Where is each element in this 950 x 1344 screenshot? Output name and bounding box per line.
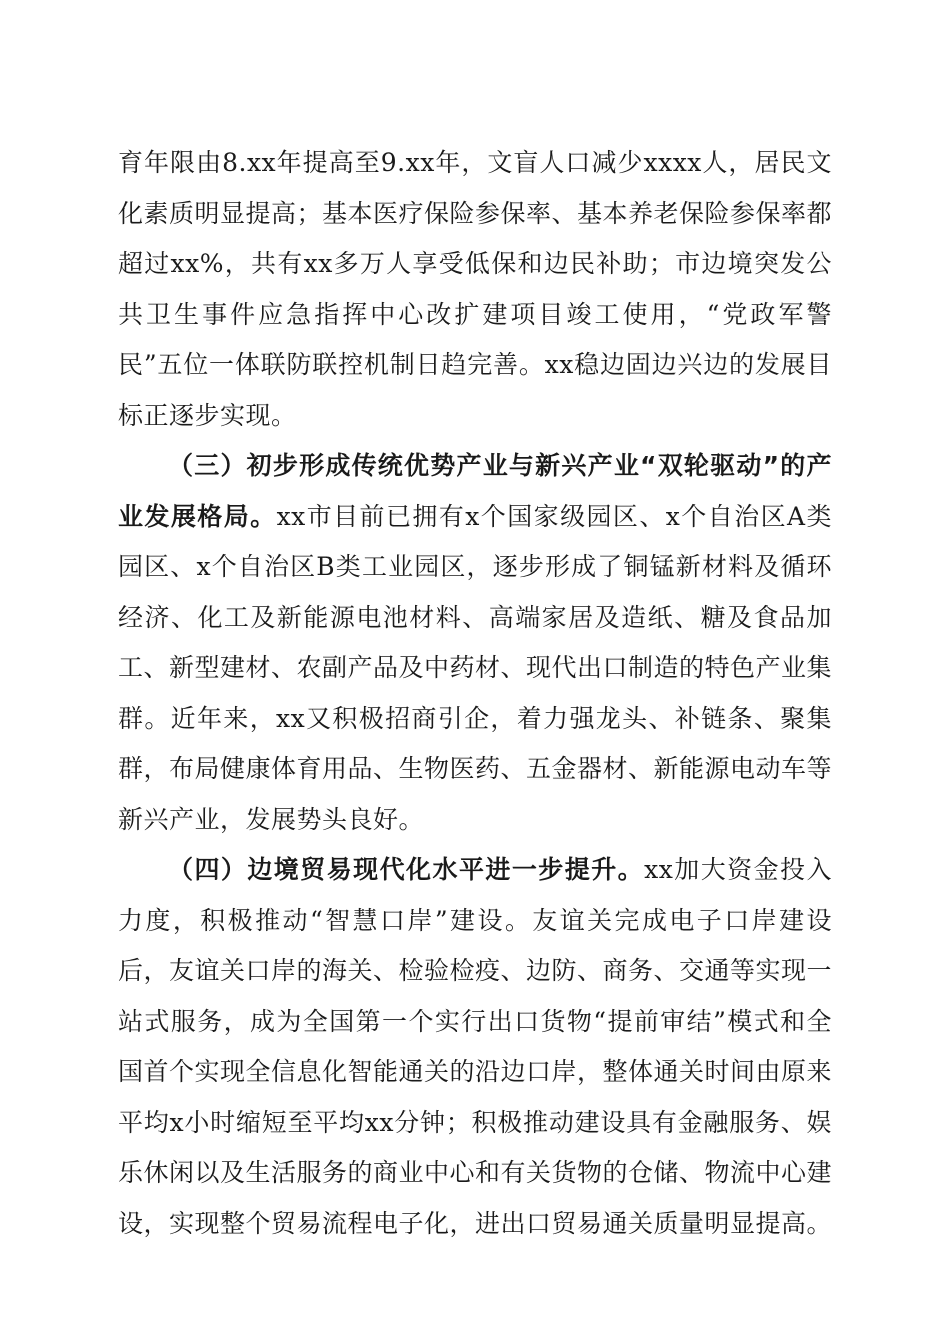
paragraph-text: 育年限由8.xx年提高至9.xx年，文盲人口减少xxxx人，居民文化素质明显提高；基本医疗保险参保率、基本养老保险参保率都超过xx%，共有xx多万人享受低保和边民补助；市边境突发公共卫生事件应急指挥中心改扩建项目竣工使用，“党政军警民”五位一体联防联控机制日趋完善。xx稳边固边兴边的发展目标正逐步实现。 — [118, 148, 833, 430]
paragraph-text: xx市目前已拥有x个国家级园区、x个自治区A类园区、x个自治区B类工业园区，逐步形成了铜锰新材料及循环经济、化工及新能源电池材料、高端家居及造纸、糖及食品加工、新型建材、农副产品及中药材、现代出口制造的特色产业集群。近年来，xx又积极招商引企，着力强龙头、补链条、聚集群，布局健康体育用品、生物医药、五金器材、新能源电动车等新兴产业，发展势头良好。 — [118, 501, 833, 834]
paragraph-border-trade — [118, 845, 832, 1249]
document-body — [118, 138, 832, 1249]
paragraph-industry-development — [118, 441, 832, 845]
paragraph-text: xx加大资金投入力度，积极推动“智慧口岸”建设。友谊关完成电子口岸建设后，友谊关口岸的海关、检验检疫、边防、商务、交通等实现一站式服务，成为全国第一个实行出口货物“提前审结”模式和全国首个实现全信息化智能通关的沿边口岸，整体通关时间由原来平均x小时缩短至平均xx分钟；积极推动建设具有金融服务、娱乐休闲以及生活服务的商业中心和有关货物的仓储、物流中心建设，实现整个贸易流程电子化，进出口贸易通关质量明显提高。 — [118, 855, 833, 1238]
section-heading-three: （三）初步形成传统优势产业与新兴产业“双轮驱动”的产业发展格局。 — [118, 451, 832, 531]
section-heading-four: （四）边境贸易现代化水平进一步提升。 — [168, 855, 645, 884]
paragraph-education-healthcare — [118, 138, 832, 441]
